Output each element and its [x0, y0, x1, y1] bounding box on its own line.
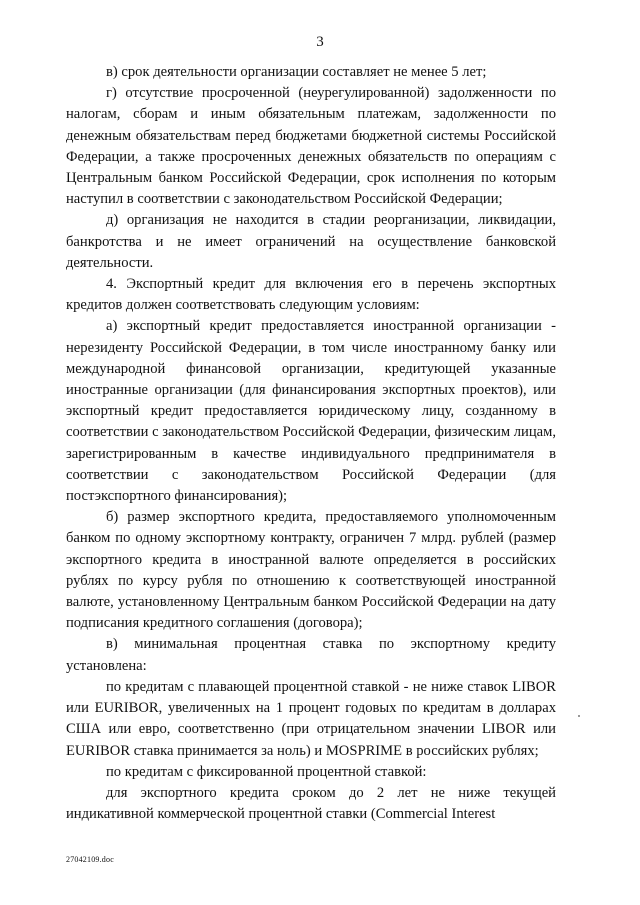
paragraph-item-v-min-rate: в) минимальная процентная ставка по экспортному кредиту установлена:: [66, 636, 556, 674]
paragraph-item-g-no-debt: г) отсутствие просроченной (неурегулированной) задолженности по налогам, сборам и иным обязательным платежам, задолженности по денежным обязательствам перед бюджетами бюджетной системы Российской Федерации, а также просроченных денежных обязательств по операциям с Центральным банком Российской Федерации, срок исполнения по которым наступил в соответствии с законодательством Российской Федерации;: [66, 85, 556, 208]
scan-speck: [534, 228, 536, 229]
paragraph-item-a-borrower: а) экспортный кредит предоставляется иностранной организации - нерезиденту Российской Федерации, в том числе иностранному банку или международной финансовой организации, кредитующей указанные иностранные организации (для финансирования экспортных проектов), или экспортный кредит предоставляется юридическому лицу, созданному в соответствии с законодательством Российской Федерации, физическим лицам, зарегистрированным в качестве индивидуального предпринимателя в соответствии с законодательством Российской Федерации (для постэкспортного финансирования);: [66, 318, 557, 505]
scan-speck: [578, 715, 580, 717]
paragraph-item-d-no-reorganization: д) организация не находится в стадии реорганизации, ликвидации, банкротства и не имеет ограничений на осуществление банковской деятельности.: [66, 212, 556, 271]
paragraph-item-v-duration: в) срок деятельности организации составляет не менее 5 лет;: [106, 64, 487, 80]
page-number: 3: [316, 34, 324, 50]
footer-file-name: 27042109.doc: [66, 855, 114, 864]
paragraph-fixed-rate: по кредитам с фиксированной процентной ставкой:: [106, 763, 427, 780]
paragraph-floating-rate: по кредитам с плавающей процентной ставкой - не ниже ставок LIBOR или EURIBOR, увеличенных на 1 процент годовых по кредитам в долларах США или евро, соответственно (при отрицательном значении LIBOR или EURIBOR ставка принимается за ноль) и MOSPRIME в российских рублях;: [66, 678, 556, 759]
paragraph-section-4: 4. Экспортный кредит для включения его в перечень экспортных кредитов должен соответствовать следующим условиям:: [66, 276, 556, 314]
paragraph-item-b-loan-size: б) размер экспортного кредита, предоставляемого уполномоченным банком по одному экспортному контракту, ограничен 7 млрд. рублей (размер экспортного кредита в иностранной валюте определяется в российских рублях по курсу рубля по отношению к соответствующей иностранной валюте, установленному Центральным банком Российской Федерации на дату подписания кредитного соглашения (договора);: [66, 509, 556, 632]
paragraph-two-year-credit: для экспортного кредита сроком до 2 лет не ниже текущей индикативной коммерческой процентной ставки (Commercial Interest: [66, 784, 556, 823]
document-body: [66, 62, 556, 825]
